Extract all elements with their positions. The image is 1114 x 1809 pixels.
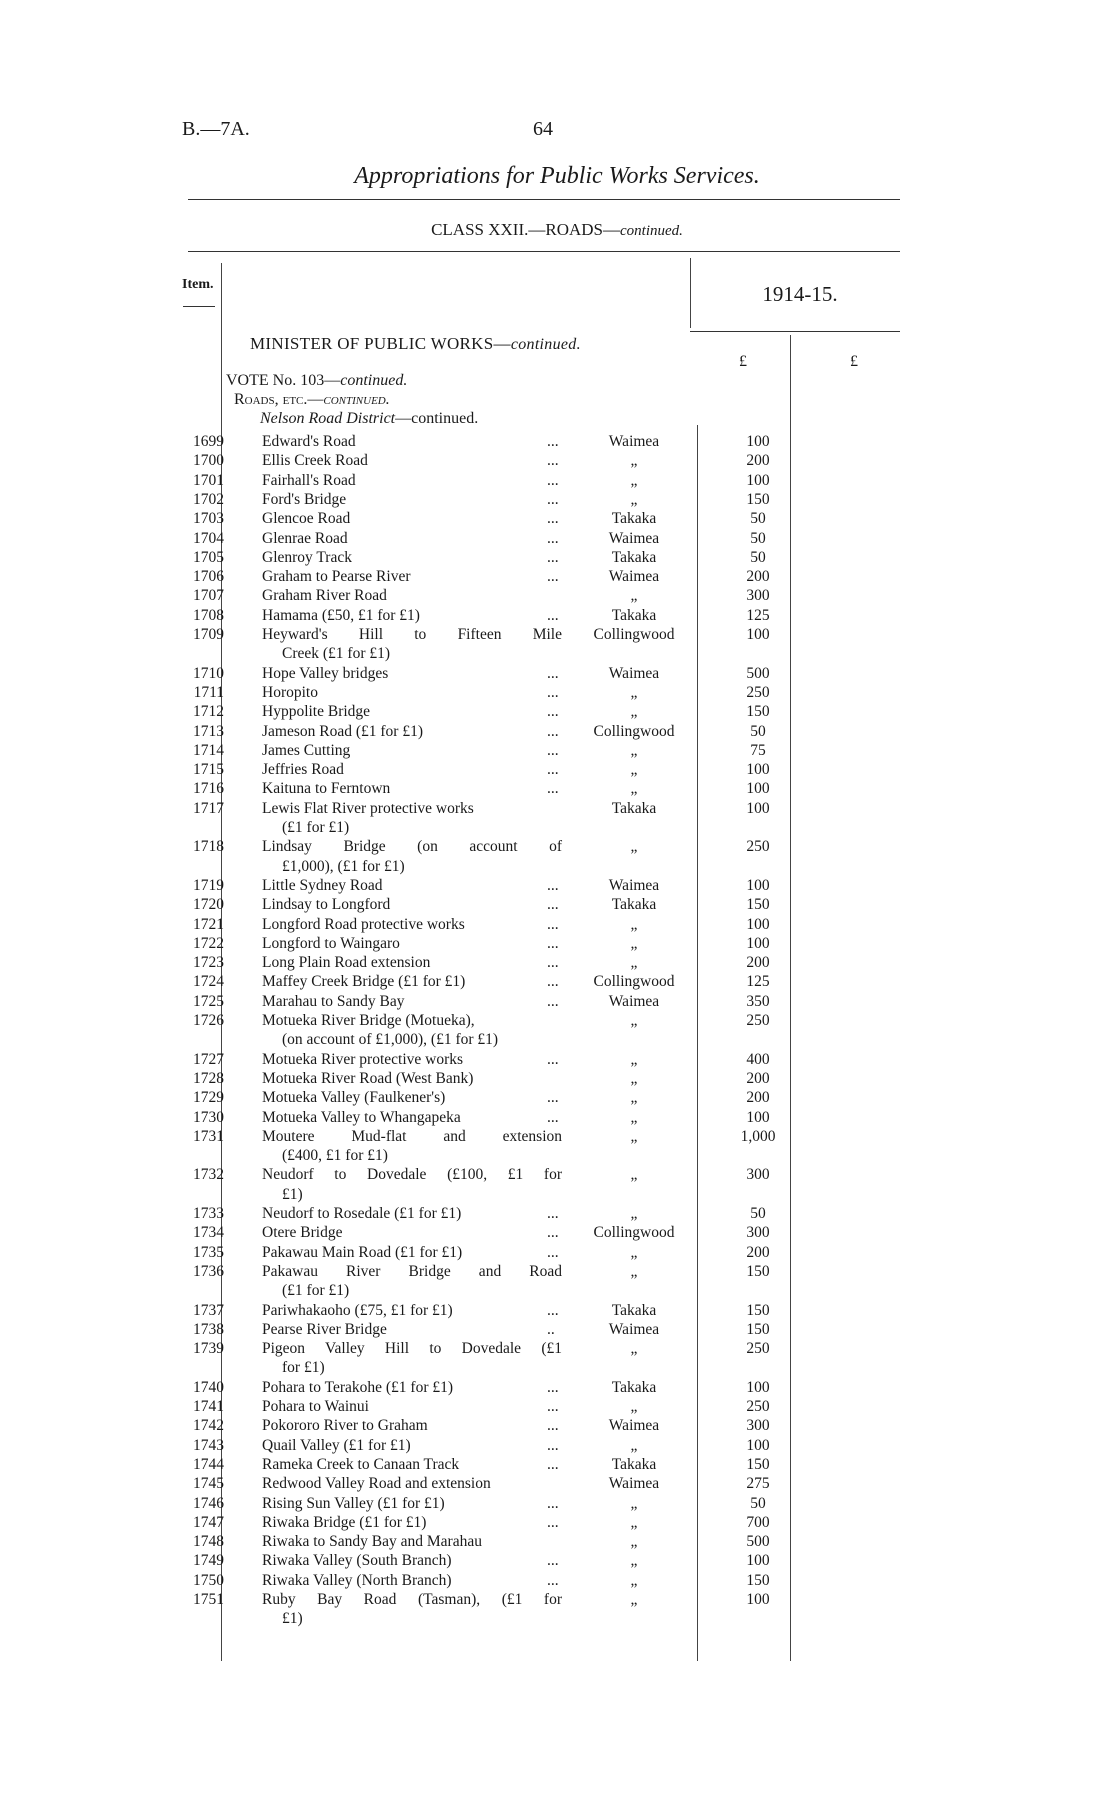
item-number: 1704 [193, 529, 224, 547]
item-description: Moutere Mud-flat and extension [262, 1127, 562, 1145]
leader-dots: ... [547, 510, 559, 528]
item-description: Maffey Creek Bridge (£1 for £1) ... [262, 973, 559, 991]
vote-continued: continued. [340, 372, 408, 389]
item-description: Pigeon Valley Hill to Dovedale (£1 [262, 1340, 562, 1358]
item-district: „ [630, 1243, 638, 1261]
item-number: 1707 [193, 587, 224, 605]
item-number: 1722 [193, 934, 224, 952]
item-description-continued: Creek (£1 for £1) [282, 645, 391, 663]
leader-dots: ... [547, 1378, 559, 1396]
item-number: 1712 [193, 703, 224, 721]
leader-dots: ... [547, 548, 559, 566]
item-description: Pariwhakaoho (£75, £1 for £1) ... [262, 1301, 559, 1319]
leader-dots: ... [547, 992, 559, 1010]
item-district: „ [630, 587, 638, 605]
item-amount: 100 [746, 626, 770, 643]
item-number: 1725 [193, 992, 224, 1010]
leader-dots: ... [547, 606, 559, 624]
year-header-rule [690, 331, 900, 332]
item-description: Horopito ... [262, 683, 559, 701]
item-number: 1726 [193, 1012, 224, 1029]
item-number: 1747 [193, 1513, 224, 1531]
item-description-continued: (£1 for £1) [282, 1282, 350, 1300]
item-number: 1740 [193, 1378, 224, 1396]
item-district: „ [630, 780, 638, 798]
item-amount: 250 [746, 1398, 770, 1415]
item-description: Fairhall's Road ... [262, 471, 559, 489]
item-description: Riwaka to Sandy Bay and Marahau [262, 1533, 482, 1551]
item-district: Waimea [608, 433, 660, 450]
item-district: Takaka [611, 1301, 657, 1319]
item-amount: 300 [746, 587, 770, 605]
item-number: 1706 [193, 568, 224, 586]
pound-sign-1: £ [739, 353, 747, 370]
leader-dots: ... [547, 471, 559, 489]
item-amount: 100 [746, 876, 770, 894]
item-amount: 100 [746, 934, 770, 952]
item-district: „ [630, 1513, 638, 1531]
document-reference: B.—7A. [182, 118, 250, 140]
item-description: Hope Valley bridges ... [262, 664, 559, 682]
item-description: Jeffries Road ... [262, 761, 559, 779]
item-number: 1716 [193, 780, 224, 798]
item-district: „ [630, 1262, 638, 1280]
item-number: 1709 [193, 626, 224, 643]
item-amount: 100 [746, 915, 770, 933]
item-district: „ [630, 1012, 638, 1029]
item-number: 1718 [193, 838, 224, 856]
district-label: Nelson Road District [260, 410, 396, 427]
item-district: Takaka [611, 896, 657, 914]
item-amount: 150 [746, 490, 770, 508]
item-district: Takaka [611, 606, 657, 624]
item-description: Riwaka Valley (South Branch) ... [262, 1552, 559, 1570]
item-amount: 200 [746, 1089, 770, 1107]
item-district: „ [630, 915, 638, 933]
item-description: Heyward's Hill to Fifteen Mile [262, 626, 562, 643]
item-number: 1731 [193, 1127, 224, 1145]
leader-dots: ... [547, 1513, 559, 1531]
item-district: „ [630, 1340, 638, 1358]
item-district: „ [630, 954, 638, 972]
vote-heading [226, 372, 407, 390]
item-district: Takaka [611, 1378, 657, 1396]
item-district: „ [630, 1166, 638, 1184]
roads-label: Roads, etc.— [234, 391, 324, 408]
item-district: Takaka [611, 799, 657, 817]
item-amount: 150 [746, 1455, 770, 1473]
leader-dots: ... [547, 761, 559, 779]
item-district: „ [630, 1552, 638, 1570]
item-amount: 50 [750, 548, 766, 566]
leader-dots: ... [547, 896, 559, 914]
item-district: Waimea [608, 529, 660, 547]
item-amount: 100 [746, 1552, 770, 1570]
item-number: 1734 [193, 1224, 224, 1242]
item-district: Collingwood [593, 626, 675, 643]
year-column-header: 1914-15. [762, 282, 838, 306]
item-amount: 100 [746, 780, 770, 798]
item-number: 1701 [193, 471, 224, 489]
item-description: Glencoe Road ... [262, 510, 559, 528]
item-description: Marahau to Sandy Bay ... [262, 992, 559, 1010]
item-district: „ [630, 1533, 638, 1551]
item-description: Motueka River Road (West Bank) [262, 1069, 474, 1087]
item-amount: 300 [746, 1166, 770, 1184]
item-number: 1708 [193, 606, 224, 624]
item-description: Lindsay to Longford ... [262, 896, 559, 914]
item-number: 1732 [193, 1166, 224, 1184]
item-amount: 200 [746, 954, 770, 972]
item-number: 1699 [193, 433, 224, 450]
item-amount: 500 [746, 664, 770, 682]
item-district: Waimea [608, 1320, 660, 1338]
item-number: 1715 [193, 761, 224, 779]
item-description-continued: £1) [282, 1185, 303, 1203]
item-district: Takaka [611, 510, 657, 528]
item-district: Waimea [608, 1475, 660, 1493]
item-amount: 50 [750, 1494, 766, 1512]
item-district: „ [630, 1089, 638, 1107]
item-description: Motueka River Bridge (Motueka), [262, 1012, 475, 1029]
item-description: Pakawau River Bridge and Road [262, 1262, 562, 1280]
leader-dots: ... [547, 915, 559, 933]
class-label: CLASS XXII.—ROADS— [431, 220, 620, 239]
item-district: „ [630, 471, 638, 489]
item-description: Motueka Valley to Whangapeka ... [262, 1108, 559, 1126]
item-district: „ [630, 490, 638, 508]
item-district: Waimea [608, 876, 660, 894]
item-number: 1727 [193, 1050, 224, 1068]
item-district: Collingwood [593, 722, 675, 740]
item-description: Ellis Creek Road ... [262, 452, 559, 470]
item-number: 1703 [193, 510, 224, 528]
item-district: „ [630, 1571, 638, 1589]
item-number: 1710 [193, 664, 224, 682]
item-number: 1713 [193, 722, 224, 740]
item-description: Jameson Road (£1 for £1) ... [262, 722, 559, 740]
item-description: Riwaka Bridge (£1 for £1) ... [262, 1513, 559, 1531]
item-number: 1730 [193, 1108, 224, 1126]
item-amount: 250 [746, 683, 770, 701]
item-amount: 100 [746, 471, 770, 489]
leader-dots: .. [547, 1320, 555, 1338]
item-amount: 200 [746, 1243, 770, 1261]
leader-dots: ... [547, 1050, 559, 1068]
item-number: 1737 [193, 1301, 224, 1319]
item-amount: 150 [746, 1301, 770, 1319]
item-district: „ [630, 1069, 638, 1087]
page-title: Appropriations for Public Works Services. [354, 163, 760, 189]
item-district: Waimea [608, 664, 660, 682]
item-amount: 200 [746, 452, 770, 470]
item-amount: 100 [746, 1378, 770, 1396]
item-description: Ruby Bay Road (Tasman), (£1 for [262, 1591, 562, 1608]
roads-heading [234, 391, 390, 409]
item-amount: 150 [746, 1262, 770, 1280]
leader-dots: ... [547, 1301, 559, 1319]
leader-dots: ... [547, 529, 559, 547]
item-number: 1724 [193, 973, 224, 991]
item-amount: 1,000 [740, 1127, 776, 1145]
item-description: Lindsay Bridge (on account of [262, 838, 562, 856]
pound-sign-2: £ [850, 353, 858, 370]
item-amount: 300 [746, 1417, 770, 1435]
minister-label: MINISTER OF PUBLIC WORKS— [250, 334, 511, 353]
item-amount: 700 [746, 1513, 770, 1531]
item-amount: 50 [750, 722, 766, 740]
leader-dots: ... [547, 1243, 559, 1261]
item-number: 1735 [193, 1243, 224, 1261]
leader-dots: ... [547, 741, 559, 759]
item-description-continued: for £1) [282, 1359, 325, 1377]
item-district: Waimea [608, 568, 660, 586]
leader-dots: ... [547, 1571, 559, 1589]
item-description: Neudorf to Rosedale (£1 for £1) ... [262, 1205, 559, 1222]
item-column-header: Item. [182, 277, 214, 292]
item-district: „ [630, 741, 638, 759]
item-description: James Cutting ... [262, 741, 559, 759]
item-number: 1729 [193, 1089, 224, 1107]
item-amount: 50 [750, 510, 766, 528]
leader-dots: ... [547, 490, 559, 508]
item-number: 1746 [193, 1494, 224, 1512]
item-number: 1711 [193, 683, 224, 701]
leader-dots: ... [547, 934, 559, 952]
item-description-continued: £1,000), (£1 for £1) [282, 857, 405, 875]
item-description: Riwaka Valley (North Branch) ... [262, 1571, 559, 1589]
item-amount: 275 [746, 1475, 770, 1493]
item-district: Waimea [608, 992, 660, 1010]
item-description: Graham River Road [262, 587, 387, 605]
item-number: 1744 [193, 1455, 224, 1473]
district-column-divider [697, 425, 698, 1661]
item-amount: 150 [746, 1571, 770, 1589]
class-heading [0, 220, 1114, 240]
item-district: „ [630, 838, 638, 856]
item-number: 1739 [193, 1340, 224, 1358]
item-district: „ [630, 683, 638, 701]
leader-dots: ... [547, 452, 559, 470]
item-description: Otere Bridge ... [262, 1224, 559, 1242]
item-district: „ [630, 1398, 638, 1415]
item-number: 1717 [193, 799, 224, 817]
item-description: Neudorf to Dovedale (£100, £1 for [262, 1166, 562, 1184]
item-amount: 400 [746, 1050, 770, 1068]
item-amount: 350 [746, 992, 770, 1010]
leader-dots: ... [547, 973, 559, 991]
item-description: Pakawau Main Road (£1 for £1) ... [262, 1243, 559, 1261]
item-description: Motueka River protective works ... [262, 1050, 559, 1068]
item-number: 1700 [193, 452, 224, 470]
item-amount: 100 [746, 761, 770, 779]
item-district: „ [630, 452, 638, 470]
leader-dots: ... [547, 1417, 559, 1435]
item-amount: 50 [750, 529, 766, 547]
item-description: Redwood Valley Road and extension [262, 1475, 491, 1493]
item-number: 1749 [193, 1552, 224, 1570]
item-number: 1733 [193, 1205, 224, 1222]
item-number: 1721 [193, 915, 224, 933]
roads-continued: continued. [323, 391, 390, 408]
item-district: „ [630, 1436, 638, 1454]
item-number: 1751 [193, 1591, 224, 1608]
item-description-continued: £1) [282, 1610, 303, 1628]
item-description: Pearse River Bridge .. [262, 1320, 555, 1338]
item-description: Quail Valley (£1 for £1) ... [262, 1436, 559, 1454]
item-district: Collingwood [593, 1224, 675, 1242]
leader-dots: ... [547, 1398, 559, 1415]
item-amount: 100 [746, 1591, 770, 1608]
item-description: Pohara to Wainui ... [262, 1398, 559, 1415]
item-description: Edward's Road ... [262, 433, 559, 450]
district-continued: —continued. [395, 410, 479, 427]
item-description: Pokororo River to Graham ... [262, 1417, 559, 1435]
item-number: 1723 [193, 954, 224, 972]
item-amount: 50 [750, 1205, 766, 1222]
item-description: Kaituna to Ferntown ... [262, 780, 559, 798]
item-amount: 300 [746, 1224, 770, 1242]
item-district: Takaka [611, 1455, 657, 1473]
item-description: Longford to Waingaro ... [262, 934, 559, 952]
leader-dots: ... [547, 876, 559, 894]
item-number: 1743 [193, 1436, 224, 1454]
item-amount: 150 [746, 703, 770, 721]
item-amount: 500 [746, 1533, 770, 1551]
leader-dots: ... [547, 568, 559, 586]
item-number: 1741 [193, 1398, 224, 1415]
item-amount: 250 [746, 838, 770, 856]
item-description: Graham to Pearse River ... [262, 568, 559, 586]
year-column-left-rule [690, 258, 691, 328]
item-description: Long Plain Road extension ... [262, 954, 559, 972]
item-description-continued: (£1 for £1) [282, 819, 350, 836]
item-district: „ [630, 1108, 638, 1126]
leader-dots: ... [547, 722, 559, 740]
item-number: 1750 [193, 1571, 224, 1589]
leader-dots: ... [547, 664, 559, 682]
item-amount: 200 [746, 1069, 770, 1087]
minister-heading [250, 334, 581, 354]
leader-dots: ... [547, 1108, 559, 1126]
item-description: Rameka Creek to Canaan Track ... [262, 1455, 559, 1473]
amount-column-divider [790, 335, 791, 1661]
item-description-continued: (£400, £1 for £1) [282, 1147, 388, 1165]
leader-dots: ... [547, 1205, 559, 1222]
item-amount: 150 [746, 896, 770, 914]
item-description: Glenrae Road ... [262, 529, 559, 547]
item-description: Little Sydney Road ... [262, 876, 559, 894]
header-rule [188, 251, 900, 252]
item-amount: 150 [746, 1320, 770, 1338]
item-description: Longford Road protective works ... [262, 915, 559, 933]
item-description: Rising Sun Valley (£1 for £1) ... [262, 1494, 559, 1512]
item-district: Waimea [608, 1417, 660, 1435]
item-description: Ford's Bridge ... [262, 490, 559, 508]
item-number: 1719 [193, 876, 224, 894]
item-number: 1720 [193, 896, 224, 914]
page-number: 64 [533, 118, 553, 140]
item-district: „ [630, 1127, 638, 1145]
title-rule [188, 199, 900, 200]
item-district: Collingwood [593, 973, 675, 991]
item-amount: 100 [746, 1436, 770, 1454]
item-district: „ [630, 934, 638, 952]
leader-dots: ... [547, 780, 559, 798]
leader-dots: ... [547, 1436, 559, 1454]
item-amount: 250 [746, 1012, 770, 1029]
leader-dots: ... [547, 1494, 559, 1512]
item-amount: 125 [746, 973, 770, 991]
item-amount: 200 [746, 568, 770, 586]
item-amount: 125 [746, 606, 770, 624]
leader-dots: ... [547, 1455, 559, 1473]
item-district: „ [630, 1205, 638, 1222]
item-description: Motueka Valley (Faulkener's) ... [262, 1089, 559, 1107]
item-district: „ [630, 1494, 638, 1512]
item-description: Pohara to Terakohe (£1 for £1) ... [262, 1378, 559, 1396]
leader-dots: ... [547, 1552, 559, 1570]
item-number: 1742 [193, 1417, 224, 1435]
leader-dots: ... [547, 683, 559, 701]
item-number: 1748 [193, 1533, 224, 1551]
item-number: 1736 [193, 1262, 224, 1280]
leader-dots: ... [547, 954, 559, 972]
item-district: „ [630, 1591, 638, 1608]
item-amount: 250 [746, 1340, 770, 1358]
vote-label: VOTE No. 103— [226, 372, 341, 389]
item-district: „ [630, 1050, 638, 1068]
item-amount: 100 [746, 799, 770, 817]
item-number: 1728 [193, 1069, 224, 1087]
district-heading [260, 410, 478, 428]
class-continued: continued. [620, 223, 683, 239]
leader-dots: ... [547, 433, 559, 450]
item-description: Hyppolite Bridge ... [262, 703, 559, 721]
leader-dots: ... [547, 1089, 559, 1107]
item-amount: 100 [746, 433, 770, 450]
minister-continued: continued. [510, 336, 581, 353]
item-description-continued: (on account of £1,000), (£1 for £1) [282, 1031, 499, 1049]
item-number: 1738 [193, 1320, 224, 1338]
item-amount: 100 [746, 1108, 770, 1126]
item-description: Hamama (£50, £1 for £1) ... [262, 606, 559, 624]
item-number: 1714 [193, 741, 224, 759]
item-header-underline [183, 306, 215, 307]
item-district: „ [630, 761, 638, 779]
item-district: Takaka [611, 548, 657, 566]
leader-dots: ... [547, 703, 559, 721]
item-description: Glenroy Track ... [262, 548, 559, 566]
item-number: 1702 [193, 490, 224, 508]
leader-dots: ... [547, 1224, 559, 1242]
item-number: 1705 [193, 548, 224, 566]
item-number: 1745 [193, 1475, 224, 1493]
item-amount: 75 [750, 741, 766, 759]
item-description: Lewis Flat River protective works [262, 799, 474, 817]
item-district: „ [630, 703, 638, 721]
